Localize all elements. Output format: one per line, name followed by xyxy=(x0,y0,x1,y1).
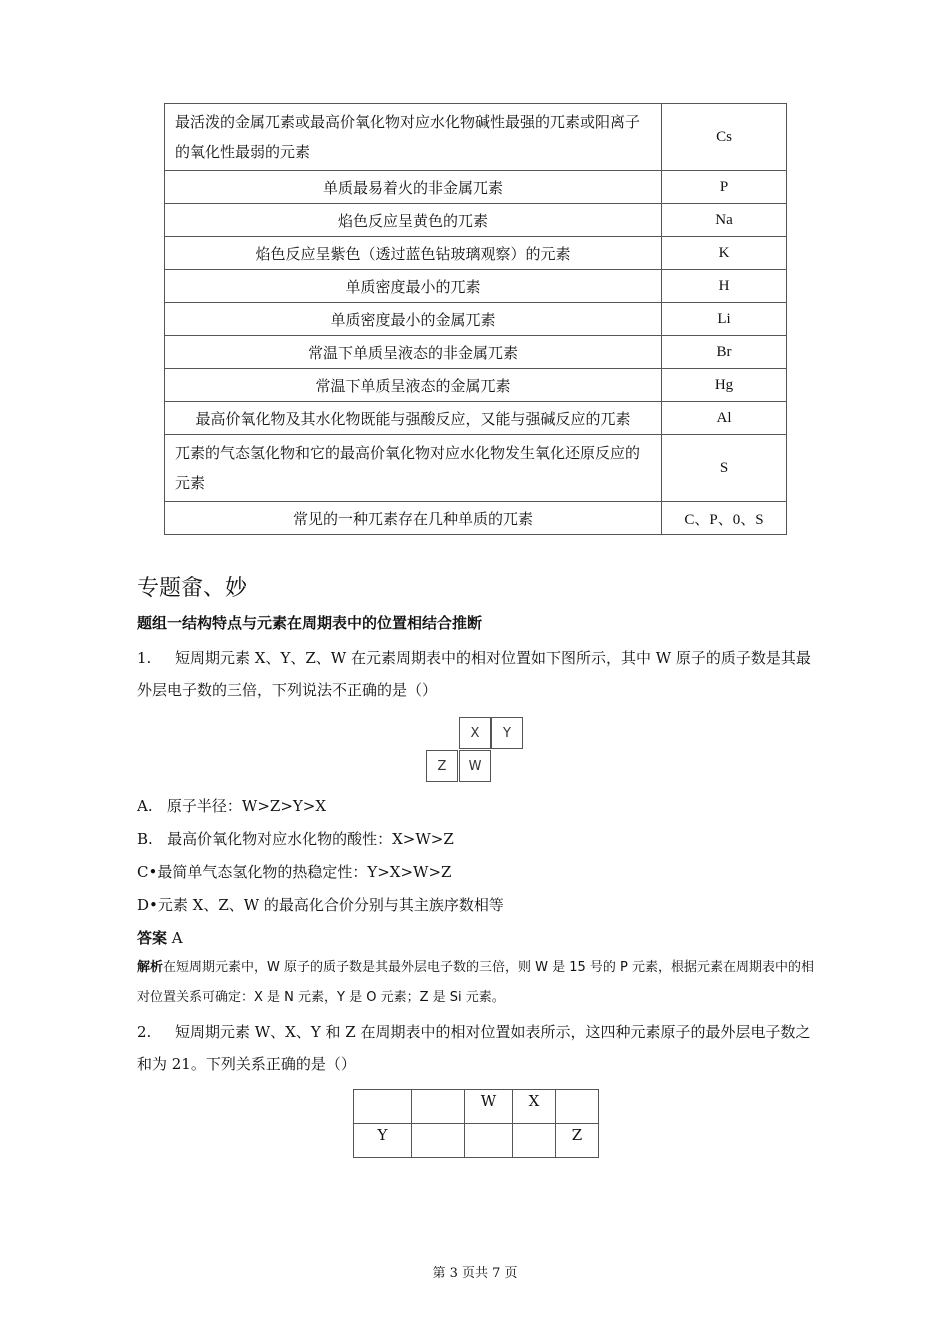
periodic-position-table xyxy=(353,1089,599,1158)
option-text: 最简单气态氢化物的热稳定性：Y>X>W>Z xyxy=(157,863,452,881)
question-text: 短周期元素 W、X、Y 和 Z 在周期表中的相对位置如表所示，这四种元素原子的最外层电子数之和为 21。下列关系正确的是（） xyxy=(137,1023,811,1073)
table-row xyxy=(165,336,787,369)
table-row xyxy=(165,303,787,336)
table-cell-description: 单质密度最小的金属兀素 xyxy=(165,303,662,336)
table-row xyxy=(165,204,787,237)
table-row xyxy=(165,171,787,204)
table-cell-element: S xyxy=(662,435,787,502)
table-cell-description: 常见的一种兀素存在几种单质的兀素 xyxy=(165,502,662,535)
table-row xyxy=(165,402,787,435)
option-b xyxy=(137,828,454,849)
table-cell-description: 常温下单质呈液态的非金属兀素 xyxy=(165,336,662,369)
section-title: 专题畲、妙 xyxy=(137,576,248,601)
option-label: C• xyxy=(137,863,158,881)
option-text: 元素 X、Z、W 的最高化合价分别与其主族序数相等 xyxy=(157,896,504,914)
table-cell: Z xyxy=(556,1124,599,1158)
table-row xyxy=(165,237,787,270)
table-cell-element: Cs xyxy=(662,104,787,171)
table-cell-description: 焰色反应呈黄色的兀素 xyxy=(165,204,662,237)
table-cell-description xyxy=(165,402,662,435)
option-label: B. xyxy=(137,830,153,848)
analysis xyxy=(137,953,817,1013)
table-cell xyxy=(556,1090,599,1124)
table-cell: W xyxy=(465,1090,513,1124)
option-d xyxy=(137,894,504,915)
table-cell-element: Hg xyxy=(662,369,787,402)
table-cell-description: 兀素的气态氢化物和它的最高价氧化物对应水化物发生氧化还原反应的元素 xyxy=(165,435,662,502)
table-row xyxy=(354,1124,599,1158)
table-cell xyxy=(412,1124,465,1158)
table-cell-element: Li xyxy=(662,303,787,336)
table-cell-element: Na xyxy=(662,204,787,237)
option-text: 最高价氧化物对应水化物的酸性：X>W>Z xyxy=(167,830,454,848)
table-row xyxy=(165,502,787,535)
table-cell xyxy=(412,1090,465,1124)
grid-cell-w: W xyxy=(459,750,491,782)
question-number: 1. xyxy=(137,649,152,667)
option-c xyxy=(137,861,451,882)
group-title: 题组一结构特点与元素在周期表中的位置相结合推断 xyxy=(137,614,483,632)
table-row xyxy=(165,435,787,502)
question-number: 2. xyxy=(137,1023,152,1041)
question-1 xyxy=(137,642,817,706)
table-cell-element: H xyxy=(662,270,787,303)
table-cell-element: C、P、0、S xyxy=(662,502,787,535)
table-row xyxy=(165,104,787,171)
option-label: A. xyxy=(137,797,153,815)
table-row xyxy=(165,270,787,303)
analysis-label: 解析 xyxy=(137,960,164,975)
table-cell-element: P xyxy=(662,171,787,204)
table-cell-description: 最活泼的金属兀素或最高价氧化物对应水化物碱性最强的兀素或阳离子的氧化性最弱的元素 xyxy=(165,104,662,171)
answer-line xyxy=(137,927,183,948)
option-a xyxy=(137,795,326,816)
table-cell: X xyxy=(513,1090,556,1124)
table-cell-element: Al xyxy=(662,402,787,435)
option-text: 原子半径：W>Z>Y>X xyxy=(166,797,327,815)
clipped-text: 最高价氧化物及其水化物既能与强酸反应，又能与强碱反应的兀素 xyxy=(195,410,631,428)
table-cell-description: 单质密度最小的兀素 xyxy=(165,270,662,303)
table-cell xyxy=(513,1124,556,1158)
answer-label: 答案 xyxy=(137,929,168,947)
table-row xyxy=(354,1090,599,1124)
table-cell xyxy=(465,1124,513,1158)
table-cell-element: K xyxy=(662,237,787,270)
answer-value: A xyxy=(171,929,183,947)
grid-cell-x: X xyxy=(459,717,491,749)
table-cell-element: Br xyxy=(662,336,787,369)
analysis-text: 在短周期元素中，W 原子的质子数是其最外层电子数的三倍，则 W 是 15 号的 P 元素，根据元素在周期表中的相对位置关系可确定：X 是 N 元素，Y 是 O 元素；Z 是 Si 元素。 xyxy=(137,960,815,1005)
table-cell: Y xyxy=(354,1124,412,1158)
element-property-table xyxy=(164,103,787,535)
table-cell xyxy=(354,1090,412,1124)
table-cell-description: 焰色反应呈紫色（透过蓝色钻玻璃观察）的元素 xyxy=(165,237,662,270)
table-row xyxy=(165,369,787,402)
table-cell-description: 单质最易着火的非金属兀素 xyxy=(165,171,662,204)
question-2 xyxy=(137,1016,817,1080)
question-text: 短周期元素 X、Y、Z、W 在元素周期表中的相对位置如下图所示，其中 W 原子的质子数是其最外层电子数的三倍，下列说法不正确的是（） xyxy=(137,649,811,699)
option-label: D• xyxy=(137,896,158,914)
grid-cell-z: Z xyxy=(426,750,458,782)
grid-cell-y: Y xyxy=(491,717,523,749)
table-cell-description: 常温下单质呈液态的金属兀素 xyxy=(165,369,662,402)
page-footer: 第 3 页共 7 页 xyxy=(432,1266,518,1281)
